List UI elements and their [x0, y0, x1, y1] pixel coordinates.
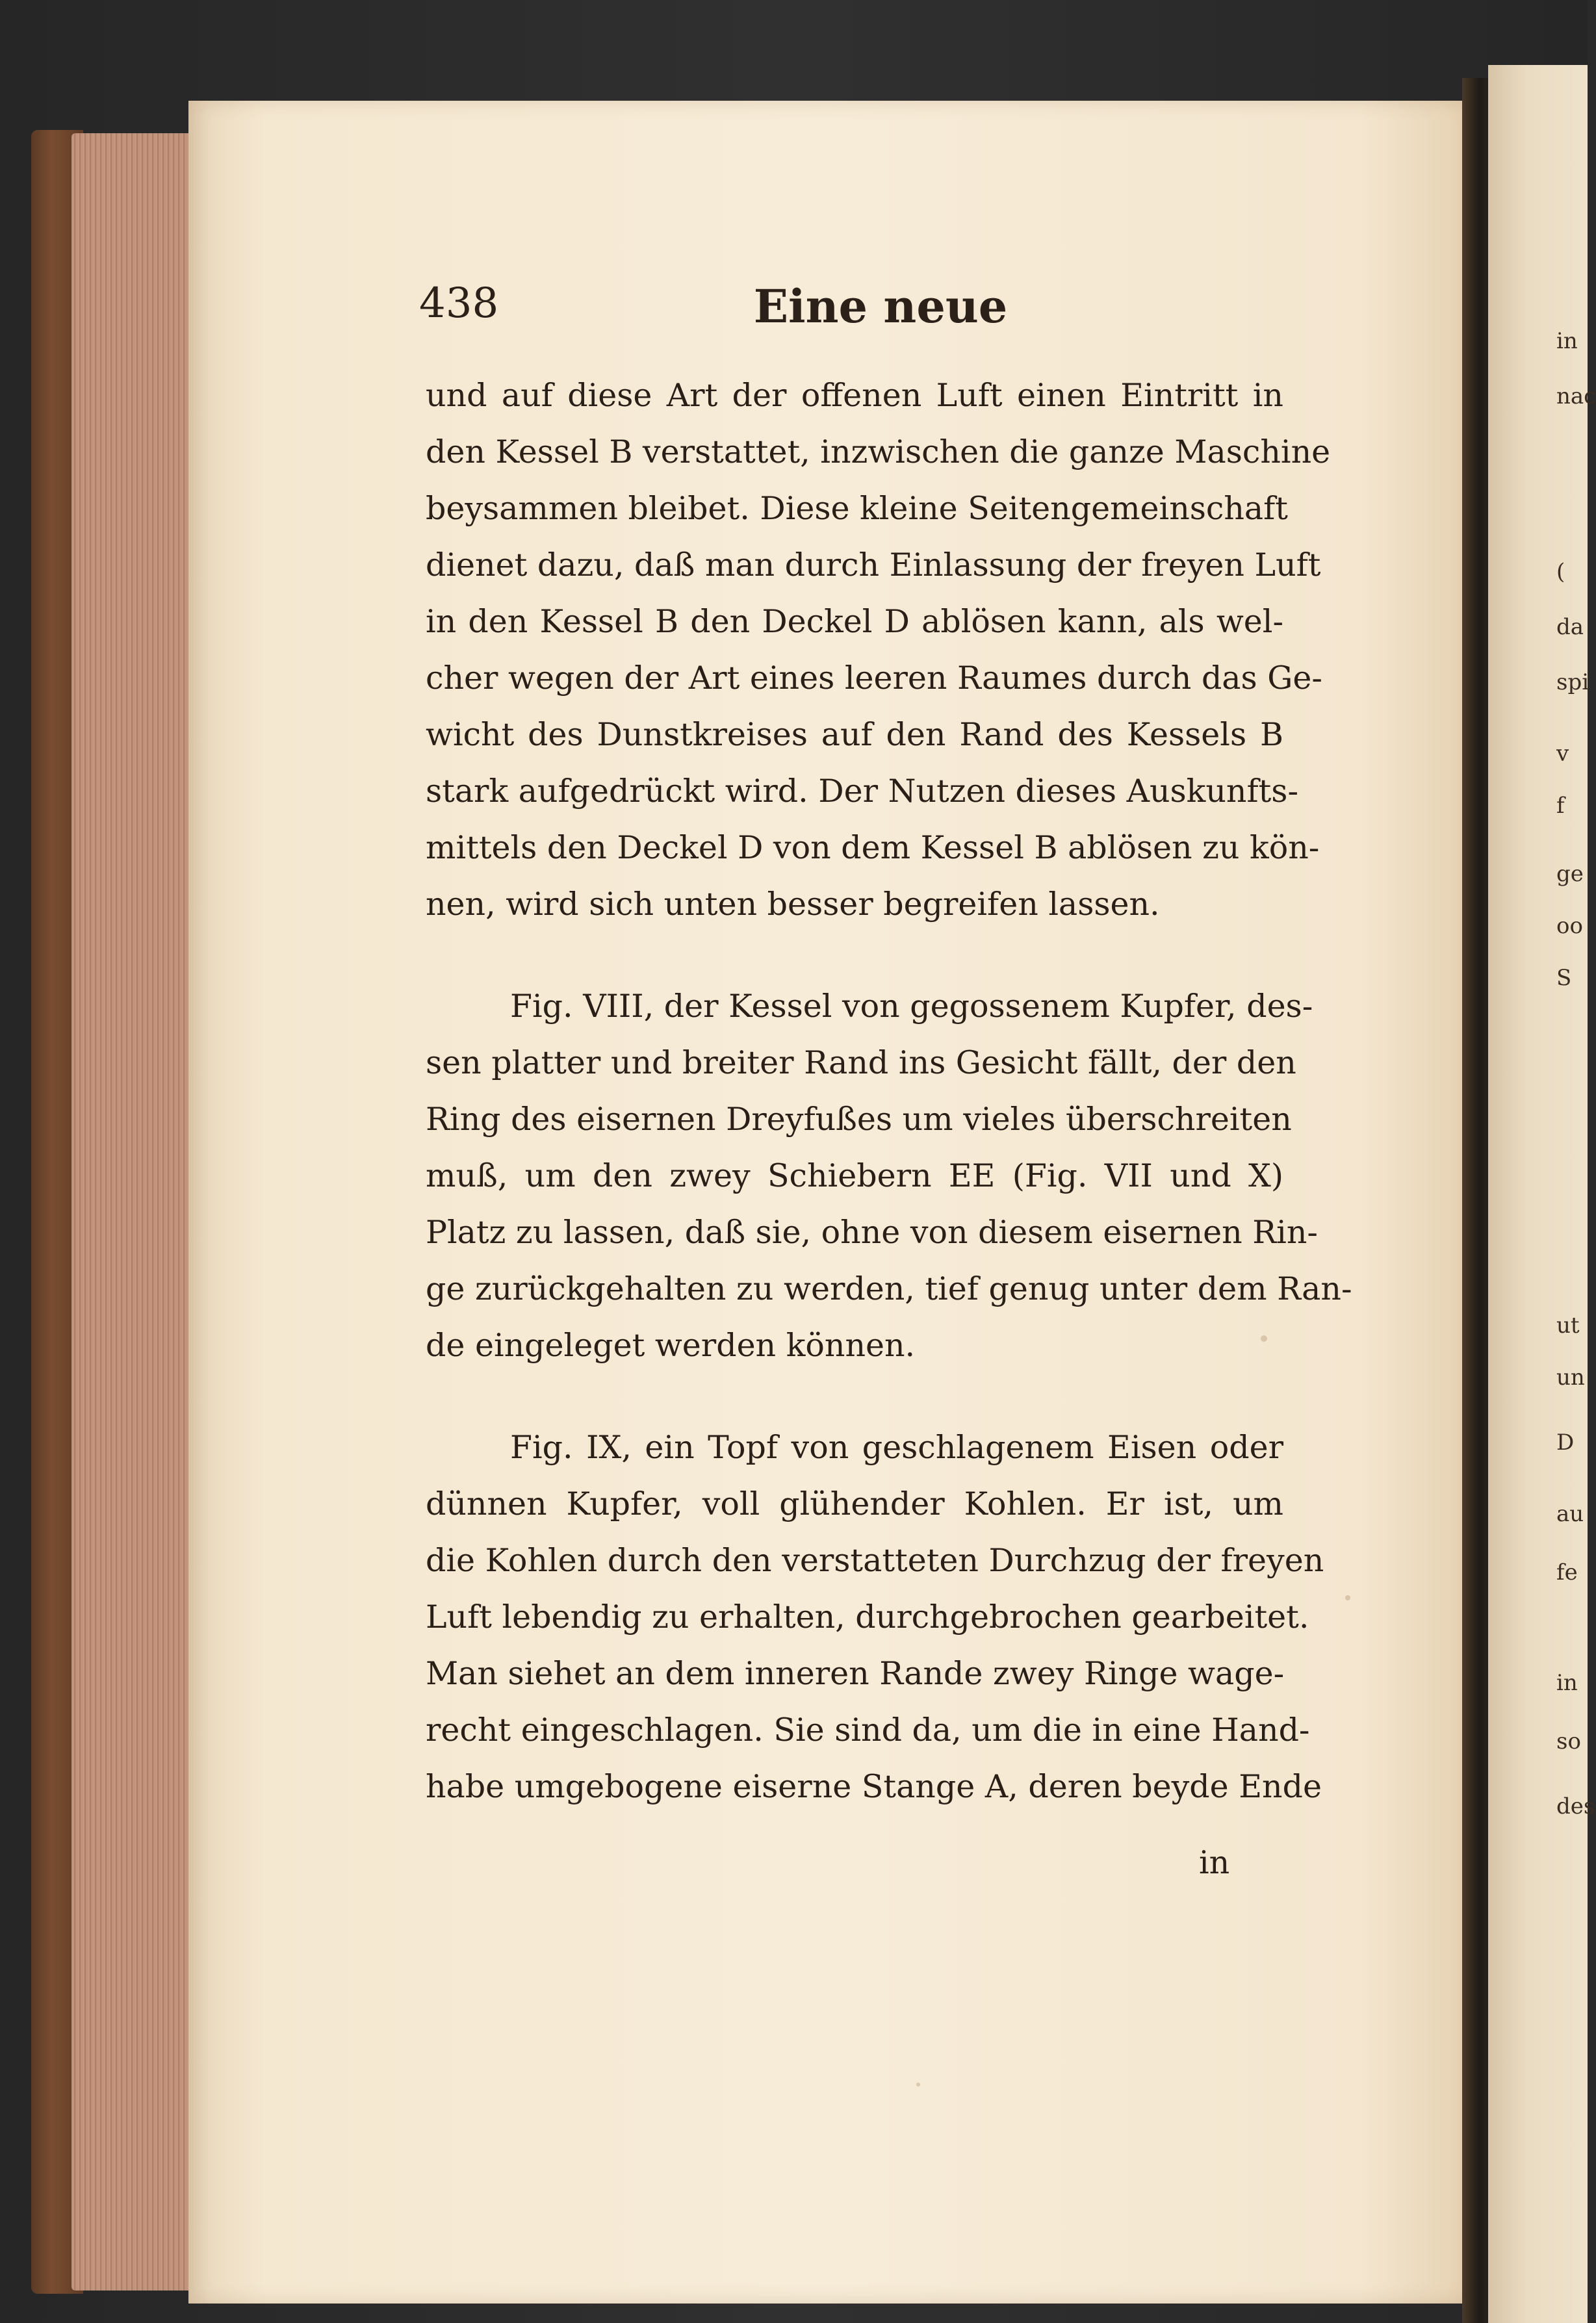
text-line: Man siehet an dem inneren Rande zwey Ringe wage-	[426, 1655, 1285, 1692]
paragraph	[426, 367, 1331, 932]
text-line: stark aufgedrückt wird. Der Nutzen dieses Auskunfts-	[426, 773, 1299, 810]
running-head: Eine neue	[753, 279, 1008, 333]
facing-fragment: au	[1556, 1501, 1584, 1527]
paragraph-gap	[426, 932, 1283, 978]
facing-fragment: ge	[1556, 861, 1584, 887]
text-line: in den Kessel B den Deckel D ablösen kann, als wel-	[426, 603, 1283, 640]
text-line: muß, um den zwey Schiebern EE (Fig. VII und X)	[426, 1157, 1283, 1194]
text-line: Fig. IX, ein Topf von geschlagenem Eisen oder	[510, 1429, 1283, 1466]
facing-fragment: oo	[1556, 913, 1583, 939]
facing-fragment: f	[1556, 793, 1565, 819]
facing-fragment: spi	[1556, 669, 1590, 695]
text-line: cher wegen der Art eines leeren Raumes durch das Ge-	[426, 660, 1322, 697]
text-line: de eingeleget werden können.	[426, 1327, 916, 1364]
foxing-speck	[1345, 1595, 1350, 1600]
page-header	[419, 279, 1290, 344]
text-line: wicht des Dunstkreises auf den Rand des Kessels B	[426, 716, 1283, 753]
text-line: sen platter und breiter Rand ins Gesicht fällt, der den	[426, 1044, 1296, 1081]
text-line: Ring des eisernen Dreyfußes um vieles überschreiten	[426, 1101, 1292, 1138]
facing-fragment: in	[1556, 328, 1578, 354]
text-line: und auf diese Art der offenen Luft einen Eintritt in	[426, 377, 1283, 414]
facing-fragment: (	[1556, 559, 1565, 585]
catchword: in	[1199, 1844, 1230, 1881]
facing-fragment: un	[1556, 1365, 1585, 1391]
page-edges	[71, 133, 195, 2291]
text-line: dünnen Kupfer, voll glühender Kohlen. Er ist, um	[426, 1485, 1283, 1522]
text-line: Luft lebendig zu erhalten, durchgebrochen gearbeitet.	[426, 1598, 1309, 1636]
book-gutter	[1462, 78, 1491, 2323]
foxing-speck	[916, 2083, 920, 2086]
text-line: die Kohlen durch den verstatteten Durchzug der freyen	[426, 1542, 1324, 1579]
facing-fragment: ut	[1556, 1313, 1580, 1339]
facing-fragment: v	[1556, 741, 1569, 767]
text-line: ge zurückgehalten zu werden, tief genug unter dem Ran-	[426, 1270, 1352, 1307]
facing-fragment: fe	[1556, 1559, 1578, 1585]
text-line: mittels den Deckel D von dem Kessel B ablösen zu kön-	[426, 829, 1320, 866]
page-number: 438	[419, 279, 499, 327]
facing-fragment: da	[1556, 614, 1584, 640]
body-text	[426, 367, 1352, 1815]
facing-fragment: D	[1556, 1430, 1575, 1456]
facing-fragment: nac	[1556, 383, 1596, 409]
facing-fragment: so	[1556, 1728, 1581, 1754]
text-line: den Kessel B verstattet, inzwischen die ganze Maschine	[426, 433, 1331, 470]
text-line: nen, wird sich unten besser begreifen lassen.	[426, 886, 1160, 923]
paragraph	[426, 978, 1352, 1374]
text-line: habe umgebogene eiserne Stange A, deren beyde Ende	[426, 1768, 1322, 1805]
facing-fragment: S	[1556, 965, 1572, 991]
facing-fragment: des	[1556, 1793, 1595, 1819]
text-line: beysammen bleibet. Diese kleine Seitengemeinschaft	[426, 490, 1288, 527]
paragraph-gap	[426, 1374, 1283, 1419]
text-line: dienet dazu, daß man durch Einlassung der freyen Luft	[426, 546, 1321, 584]
text-line: Platz zu lassen, daß sie, ohne von diesem eisernen Rin-	[426, 1214, 1318, 1251]
paragraph	[426, 1419, 1324, 1815]
text-line: recht eingeschlagen. Sie sind da, um die in eine Hand-	[426, 1712, 1310, 1749]
facing-fragment: in	[1556, 1670, 1578, 1696]
text-line: Fig. VIII, der Kessel von gegossenem Kupfer, des-	[510, 988, 1313, 1025]
